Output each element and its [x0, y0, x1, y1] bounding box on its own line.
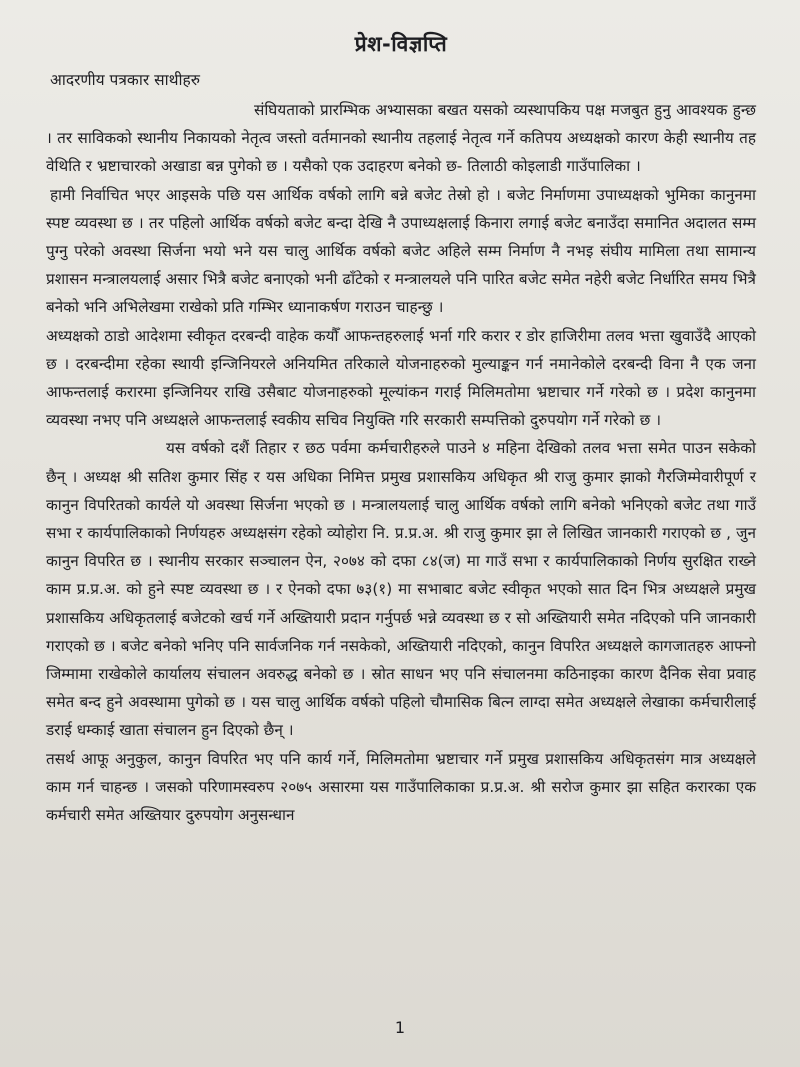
paragraph-salary: यस वर्षको दशैं तिहार र छठ पर्वमा कर्मचारीहरुले पाउने ४ महिना देखिको तलव भत्ता समेत पाउन सकेको छैन् । अध्यक्ष श्री सतिश कुमार सिंह र यस अधिका निमित्त प्रमुख प्रशासकिय अधिकृत श्री राजु कुमार झाको गैरजिम्मेवारीपूर्ण र कानुन विपरितको कार्यले यो अवस्था सिर्जना भएको छ । मन्त्रालयलाई चालु आर्थिक वर्षको लागि बनेको भनिएको बजेट तथा गाउँ सभा र कार्यपालिकाको निर्णयहरु अध्यक्षसंग रहेको व्योहोरा नि. प्र.प्र.अ. श्री राजु कुमार झा ले लिखित जानकारी गराएको छ , जुन कानुन विपरित छ । स्थानीय सरकार सञ्चालन ऐन, २०७४ को दफा ८४(ज) मा गाउँ सभा र कार्यपालिकाको निर्णय सुरक्षित राख्ने काम प्र.प्र.अ. को हुने स्पष्ट व्यवस्था छ । र ऐनको दफा ७३(१) मा सभाबाट बजेट स्वीकृत भएको सात दिन भित्र अध्यक्षले प्रमुख प्रशासकिय अधिकृतलाई बजेटको खर्च गर्ने अख्तियारी प्रदान गर्नुपर्छ भन्ने व्यवस्था छ र सो अख्तियारी समेत नदिएको पनि जानकारी गराएको छ । बजेट बनेको भनिए पनि सार्वजनिक गर्न नसकेको, अख्तियारी नदिएको, कानुन विपरित अध्यक्षले कागजातहरु आफ्नो जिम्मामा राखेकोले कार्यालय संचालन अवरुद्ध बनेको छ । स्रोत साधन भए पनि संचालनमा कठिनाइका कारण दैनिक सेवा प्रवाह समेत बन्द हुने अवस्थामा पुगेको छ । यस चालु आर्थिक वर्षको पहिलो चौमासिक बित्न लाग्दा समेत अध्यक्षले लेखाका कर्मचारीलाई डराई धम्काई खाता संचालन हुन दिएको छैन् । — [46, 439, 756, 740]
salutation: आदरणीय पत्रकार साथीहरु — [50, 71, 201, 89]
paragraph-intro: संघियताको प्रारम्भिक अभ्यासका बखत यसको व्यस्थापकिय पक्ष मजबुत हुनु आवश्यक हुन्छ । तर साविकको स्थानीय निकायको नेतृत्व जस्तो वर्तमानको स्थानीय तहलाई नेतृत्व गर्ने कतिपय अध्यक्षको कारण केही स्थानीय तह वेथिति र भ्रष्टाचारको अखाडा बन्न पुगेको छ । यसैको एक उदाहरण बनेको छ- तिलाठी कोइलाडी गाउँपालिका । — [46, 101, 756, 176]
paragraph-conclusion: तसर्थ आफू अनुकुल, कानुन विपरित भए पनि कार्य गर्ने, मिलिमतोमा भ्रष्टाचार गर्ने प्रमुख प्रशासकिय अधिकृतसंग मात्र अध्यक्षले काम गर्न चाहन्छ । जसको परिणामस्वरुप २०७५ असारमा यस गाउँपालिकाका प्र.प्र.अ. श्री सरोज कुमार झा सहित करारका एक कर्मचारी समेत अख्तियार दुरुपयोग अनुसन्धान — [46, 749, 756, 825]
paragraph-budget: हामी निर्वाचित भएर आइसके पछि यस आर्थिक वर्षको लागि बन्ने बजेट तेस्रो हो । बजेट निर्माणमा उपाध्यक्षको भुमिका कानुनमा स्पष्ट व्यवस्था छ । तर पहिलो आर्थिक वर्षको बजेट बन्दा देखि नै उपाध्यक्षलाई किनारा लगाई बजेट बनाउँदा समानित अदालत सम्म पुग्नु परेको अवस्था सिर्जना भयो भने यस चालु आर्थिक वर्षको बजेट अहिले सम्म निर्माण नै नभइ संघीय मामिला तथा सामान्य प्रशासन मन्त्रालयलाई असार भित्रै बजेट बनाएको भनी ढाँटेको र मन्त्रालयले पनि पारित बजेट समेत नहेरी बजेट निर्धारित समय भित्रै बनेको भनि अभिलेखमा राखेको प्रति गम्भिर ध्यानाकर्षण गराउन चाहन्छु । — [46, 185, 756, 317]
paragraph-staffing: अध्यक्षको ठाडो आदेशमा स्वीकृत दरबन्दी वाहेक कयौँ आफन्तहरुलाई भर्ना गरि करार र डोर हाजिरीमा तलव भत्ता खुवाउँदै आएको छ । दरबन्दीमा रहेका स्थायी इन्जिनियरले अनियमित तरिकाले योजनाहरुको मुल्याङ्कन गर्न नमानेकोले दरबन्दी विना नै एक जना आफन्तलाई करारमा इन्जिनियर राखि उसैबाट योजनाहरुको मूल्यांकन गराई मिलिमतोमा भ्रष्टाचार गर्ने गरेको छ । प्रदेश कानुनमा व्यवस्था नभए पनि अध्यक्षले आफन्तलाई स्वकीय सचिव नियुक्ति गरि सरकारी सम्पत्तिको दुरुपयोग गर्ने गरेको छ । — [46, 326, 756, 430]
page-number: 1 — [394, 1018, 406, 1037]
document-title: प्रेश-विज्ञप्ति — [354, 32, 448, 56]
